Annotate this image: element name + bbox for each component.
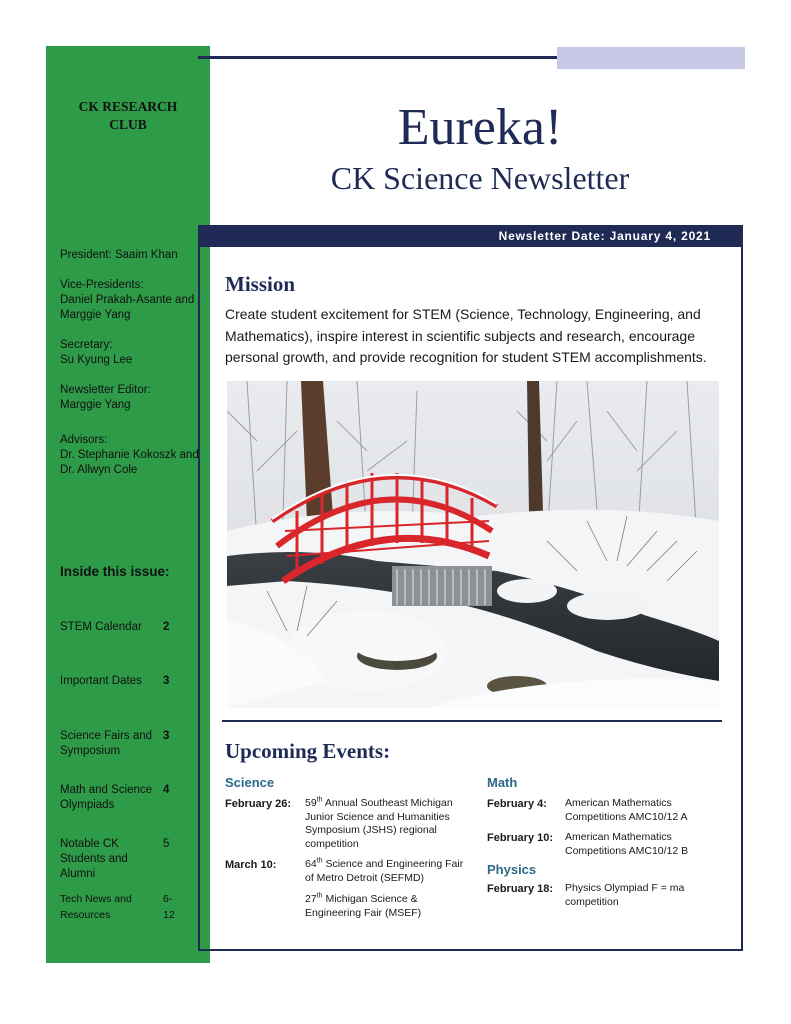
header-accent-box bbox=[557, 47, 745, 69]
toc-page: 3 bbox=[163, 730, 170, 742]
toc-label: STEM Calendar bbox=[60, 621, 142, 633]
category-math: Math bbox=[487, 775, 518, 790]
officer-name: Su Kyung Lee bbox=[60, 354, 133, 366]
event-text: Annual Southeast Michigan Junior Science and Humanities Symposium (JSHS) regional competition bbox=[305, 797, 453, 850]
officer-advisors bbox=[60, 433, 208, 478]
officer-name: Marggie Yang bbox=[60, 399, 131, 411]
event-ordinal-suffix: th bbox=[316, 796, 323, 804]
officer-role: President: bbox=[60, 249, 112, 261]
event-description: American Mathematics Competitions AMC10/12 A bbox=[565, 797, 688, 823]
winter-bridge-photo bbox=[227, 381, 719, 708]
officer-role: Newsletter Editor: bbox=[60, 384, 151, 396]
officers-list bbox=[60, 248, 208, 493]
toc-label: Important Dates bbox=[60, 675, 142, 687]
newsletter-date-bar: Newsletter Date: January 4, 2021 bbox=[198, 225, 743, 247]
toc-label: Math and Science Olympiads bbox=[60, 784, 153, 811]
header-rule bbox=[198, 56, 558, 59]
newsletter-subtitle: CK Science Newsletter bbox=[330, 160, 630, 196]
officer-secretary bbox=[60, 338, 208, 368]
toc-page: 5 bbox=[163, 838, 170, 850]
event-date: February 10: bbox=[487, 832, 554, 844]
event-text: Michigan Science & Engineering Fair (MSEF) bbox=[305, 893, 422, 919]
event-ordinal-suffix: th bbox=[316, 892, 323, 900]
toc-page: 6-12 bbox=[163, 893, 175, 921]
mission-heading: Mission bbox=[225, 272, 296, 296]
event-date: February 18: bbox=[487, 883, 554, 895]
event-description bbox=[305, 797, 465, 851]
event-ordinal: 64 bbox=[305, 858, 317, 870]
officer-newsletter-editor bbox=[60, 383, 208, 413]
event-description: American Mathematics Competitions AMC10/12 B bbox=[565, 831, 689, 857]
event-description: Physics Olympiad F = ma competition bbox=[565, 882, 685, 908]
event-ordinal: 59 bbox=[305, 797, 317, 809]
officer-name: Daniel Prakah-Asante and Marggie Yang bbox=[60, 294, 195, 321]
mission-text: Create student excitement for STEM (Science, Technology, Engineering, and Mathematics), inspire interest in scientific subjects and research, encourage personal growth, and provide recognition for student STEM accomplishments. bbox=[225, 306, 707, 365]
section-divider bbox=[222, 720, 722, 722]
toc-label: Tech News and Resources bbox=[60, 893, 132, 921]
toc-page: 3 bbox=[163, 675, 170, 687]
event-description bbox=[305, 858, 465, 885]
officer-name: Dr. Stephanie Kokoszk and Dr. Allwyn Cole bbox=[60, 449, 199, 476]
event-text: Science and Engineering Fair of Metro Detroit (SEFMD) bbox=[305, 858, 464, 884]
category-physics: Physics bbox=[487, 862, 537, 877]
event-description bbox=[305, 893, 445, 920]
event-ordinal: 27 bbox=[305, 893, 317, 905]
event-ordinal-suffix: th bbox=[316, 857, 323, 865]
toc-label: Science Fairs and Symposium bbox=[60, 730, 153, 757]
club-name: CK RESEARCH CLUB bbox=[78, 99, 178, 132]
officer-president bbox=[60, 248, 208, 263]
toc-label: Notable CK Students and Alumni bbox=[60, 838, 128, 880]
sidebar bbox=[46, 46, 210, 963]
toc-page: 4 bbox=[163, 784, 170, 796]
event-date: February 26: bbox=[225, 798, 292, 810]
officer-role: Secretary: bbox=[60, 339, 113, 351]
officer-name: Saaim Khan bbox=[114, 249, 178, 261]
officer-role: Vice-Presidents: bbox=[60, 279, 144, 291]
category-science: Science bbox=[225, 775, 275, 790]
event-date: February 4: bbox=[487, 798, 547, 810]
newsletter-title: Eureka! bbox=[397, 99, 563, 156]
inside-issue-title: Inside this issue: bbox=[60, 564, 170, 579]
event-date: March 10: bbox=[225, 859, 277, 871]
officer-vice-presidents bbox=[60, 278, 208, 323]
toc-page: 2 bbox=[163, 621, 170, 633]
upcoming-events-heading: Upcoming Events: bbox=[225, 739, 391, 763]
officer-role: Advisors: bbox=[60, 434, 108, 446]
